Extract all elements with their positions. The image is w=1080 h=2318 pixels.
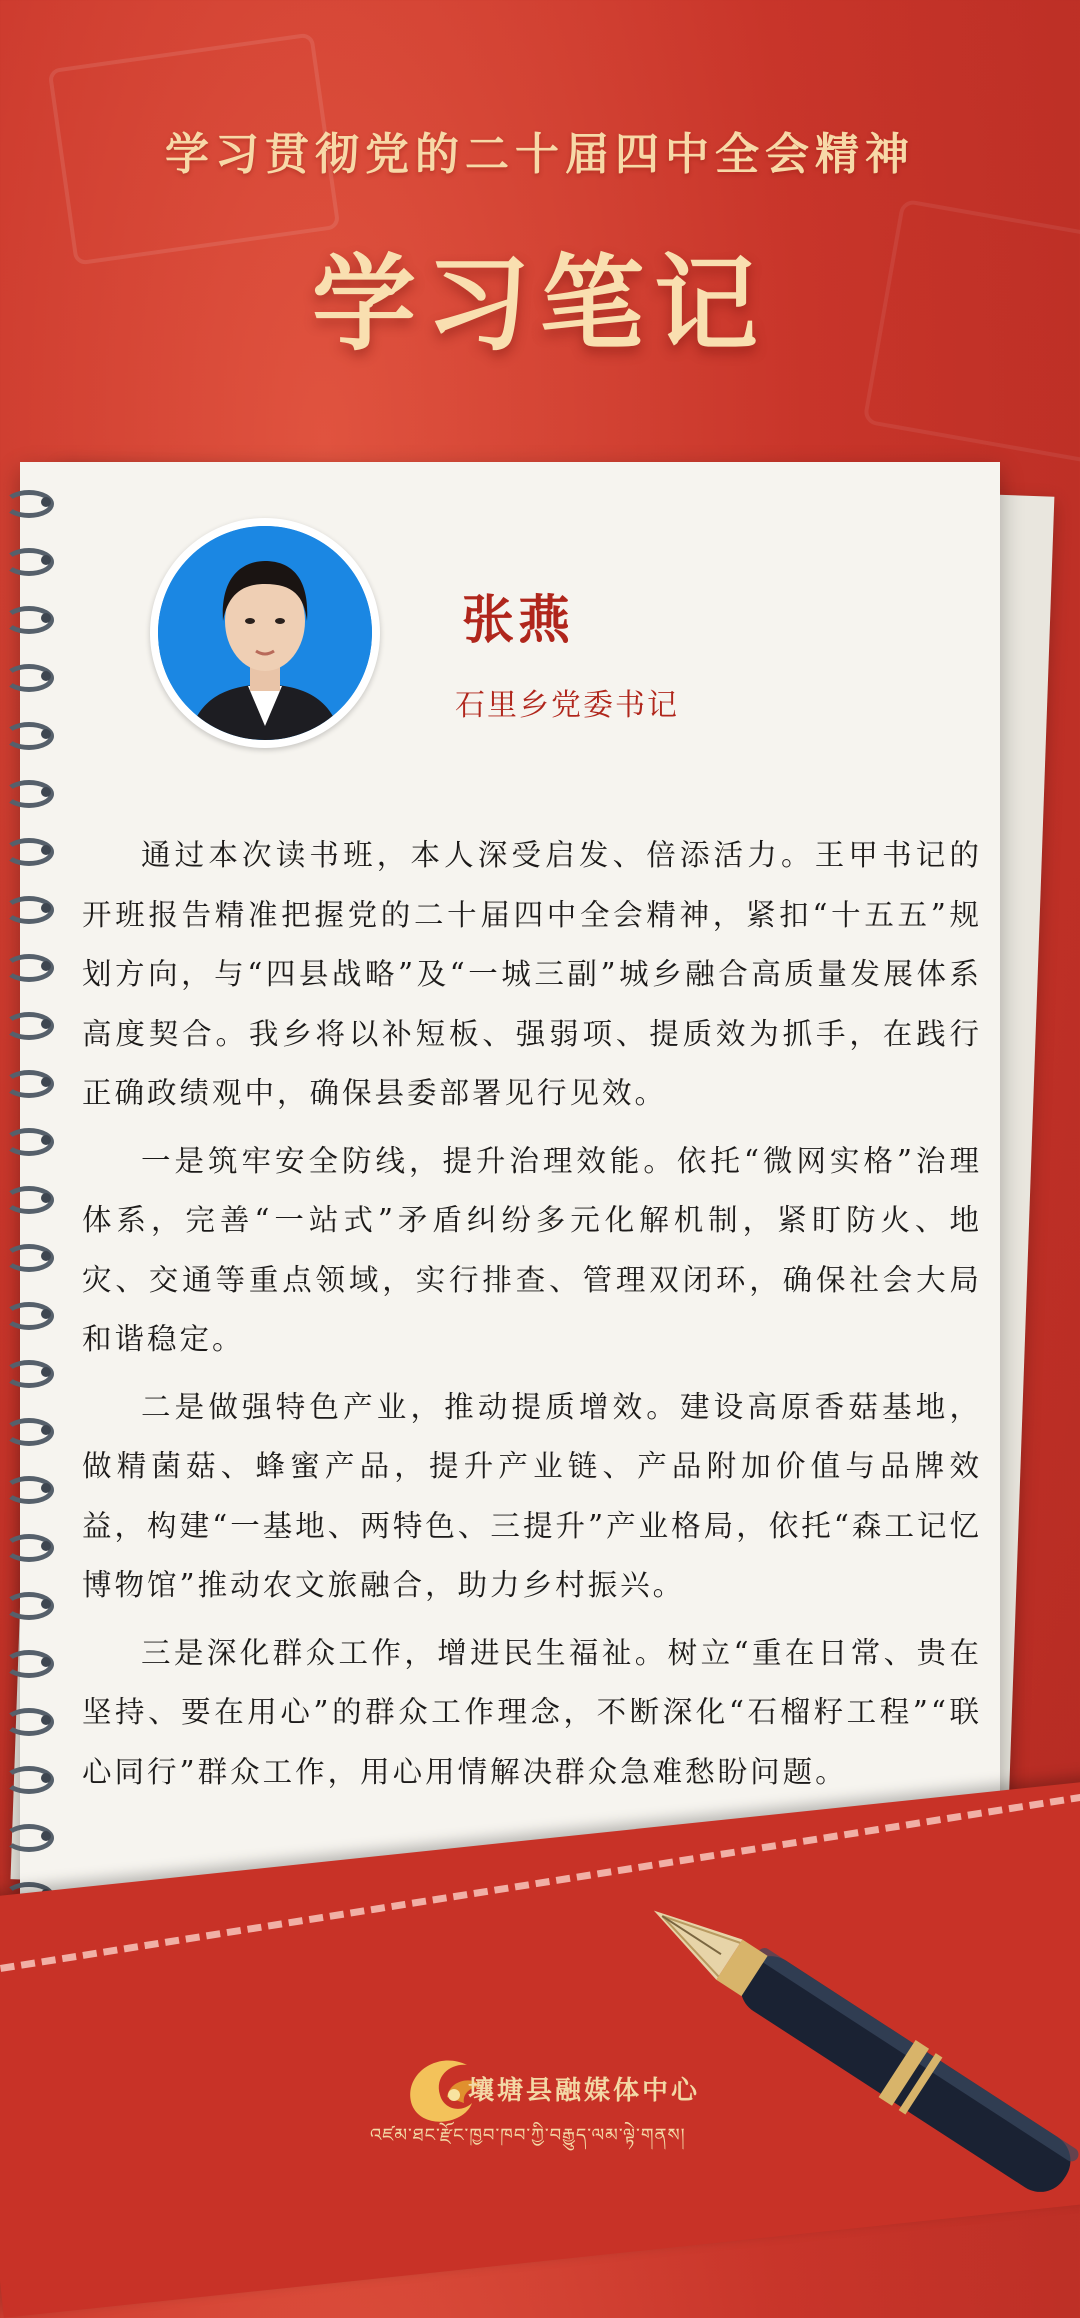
spiral-ring xyxy=(4,1070,54,1098)
spiral-ring xyxy=(4,954,54,982)
paragraph-point-2: 二是做强特色产业，推动提质增效。建设高原香菇基地，做精菌菇、蜂蜜产品，提升产业链、产品附加价值与品牌效益，构建“一基地、两特色、三提升”产业格局，依托“森工记忆博物馆”推动农文旅融合，助力乡村振兴。 xyxy=(82,1389,982,1602)
spiral-ring xyxy=(4,896,54,924)
org-name-tibetan: འཛམ་ཐང་རྫོང་ཁྱབ་ཁབ་ཀྱི་བརྒྱུད་ལམ་ལྟེ་གནས། xyxy=(370,2125,686,2146)
spiral-ring xyxy=(4,1186,54,1214)
spiral-ring xyxy=(4,780,54,808)
spiral-ring xyxy=(4,490,54,518)
note-body xyxy=(82,826,982,1810)
page-title: 学习笔记 xyxy=(311,242,768,365)
spiral-ring xyxy=(4,1534,54,1562)
spiral-ring xyxy=(4,1012,54,1040)
spiral-ring xyxy=(4,1244,54,1272)
org-name: 壤塘县融媒体中心 xyxy=(468,2076,701,2106)
header-subtitle: 学习贯彻党的二十届四中全会精神 xyxy=(165,129,915,180)
spiral-ring xyxy=(4,1766,54,1794)
spiral-ring xyxy=(4,664,54,692)
person-name: 张燕 xyxy=(462,590,575,651)
spiral-ring xyxy=(4,1360,54,1388)
paragraph-intro: 通过本次读书班，本人深受启发、倍添活力。王甲书记的开班报告精准把握党的二十届四中全会精神，紧扣“十五五”规划方向，与“四县战略”及“一城三副”城乡融合高质量发展体系高度契合。我乡将以补短板、强弱项、提质效为抓手，在践行正确政绩观中，确保县委部署见行见效。 xyxy=(82,838,982,1110)
portrait-illustration xyxy=(158,526,372,740)
spiral-ring xyxy=(4,1476,54,1504)
paragraph-point-1: 一是筑牢安全防线，提升治理效能。依托“微网实格”治理体系，完善“一站式”矛盾纠纷多元化解机制，紧盯防火、地灾、交通等重点领域，实行排查、管理双闭环，确保社会大局和谐稳定。 xyxy=(82,1143,982,1356)
spiral-ring xyxy=(4,838,54,866)
spiral-ring xyxy=(4,1824,54,1852)
spiral-ring xyxy=(4,722,54,750)
person-role: 石里乡党委书记 xyxy=(455,688,679,723)
paragraph-point-3: 三是深化群众工作，增进民生福祉。树立“重在日常、贵在坚持、要在用心”的群众工作理念，不断深化“石榴籽工程”“联心同行”群众工作，用心用情解决群众急难愁盼问题。 xyxy=(82,1635,982,1789)
spiral-ring xyxy=(4,1592,54,1620)
spiral-ring xyxy=(4,1128,54,1156)
spiral-ring xyxy=(4,1302,54,1330)
spiral-ring xyxy=(4,548,54,576)
spiral-ring xyxy=(4,606,54,634)
spiral-binding xyxy=(0,490,60,2010)
spiral-ring xyxy=(4,1650,54,1678)
spiral-ring xyxy=(4,1418,54,1446)
spiral-ring xyxy=(4,1708,54,1736)
avatar xyxy=(150,518,380,748)
